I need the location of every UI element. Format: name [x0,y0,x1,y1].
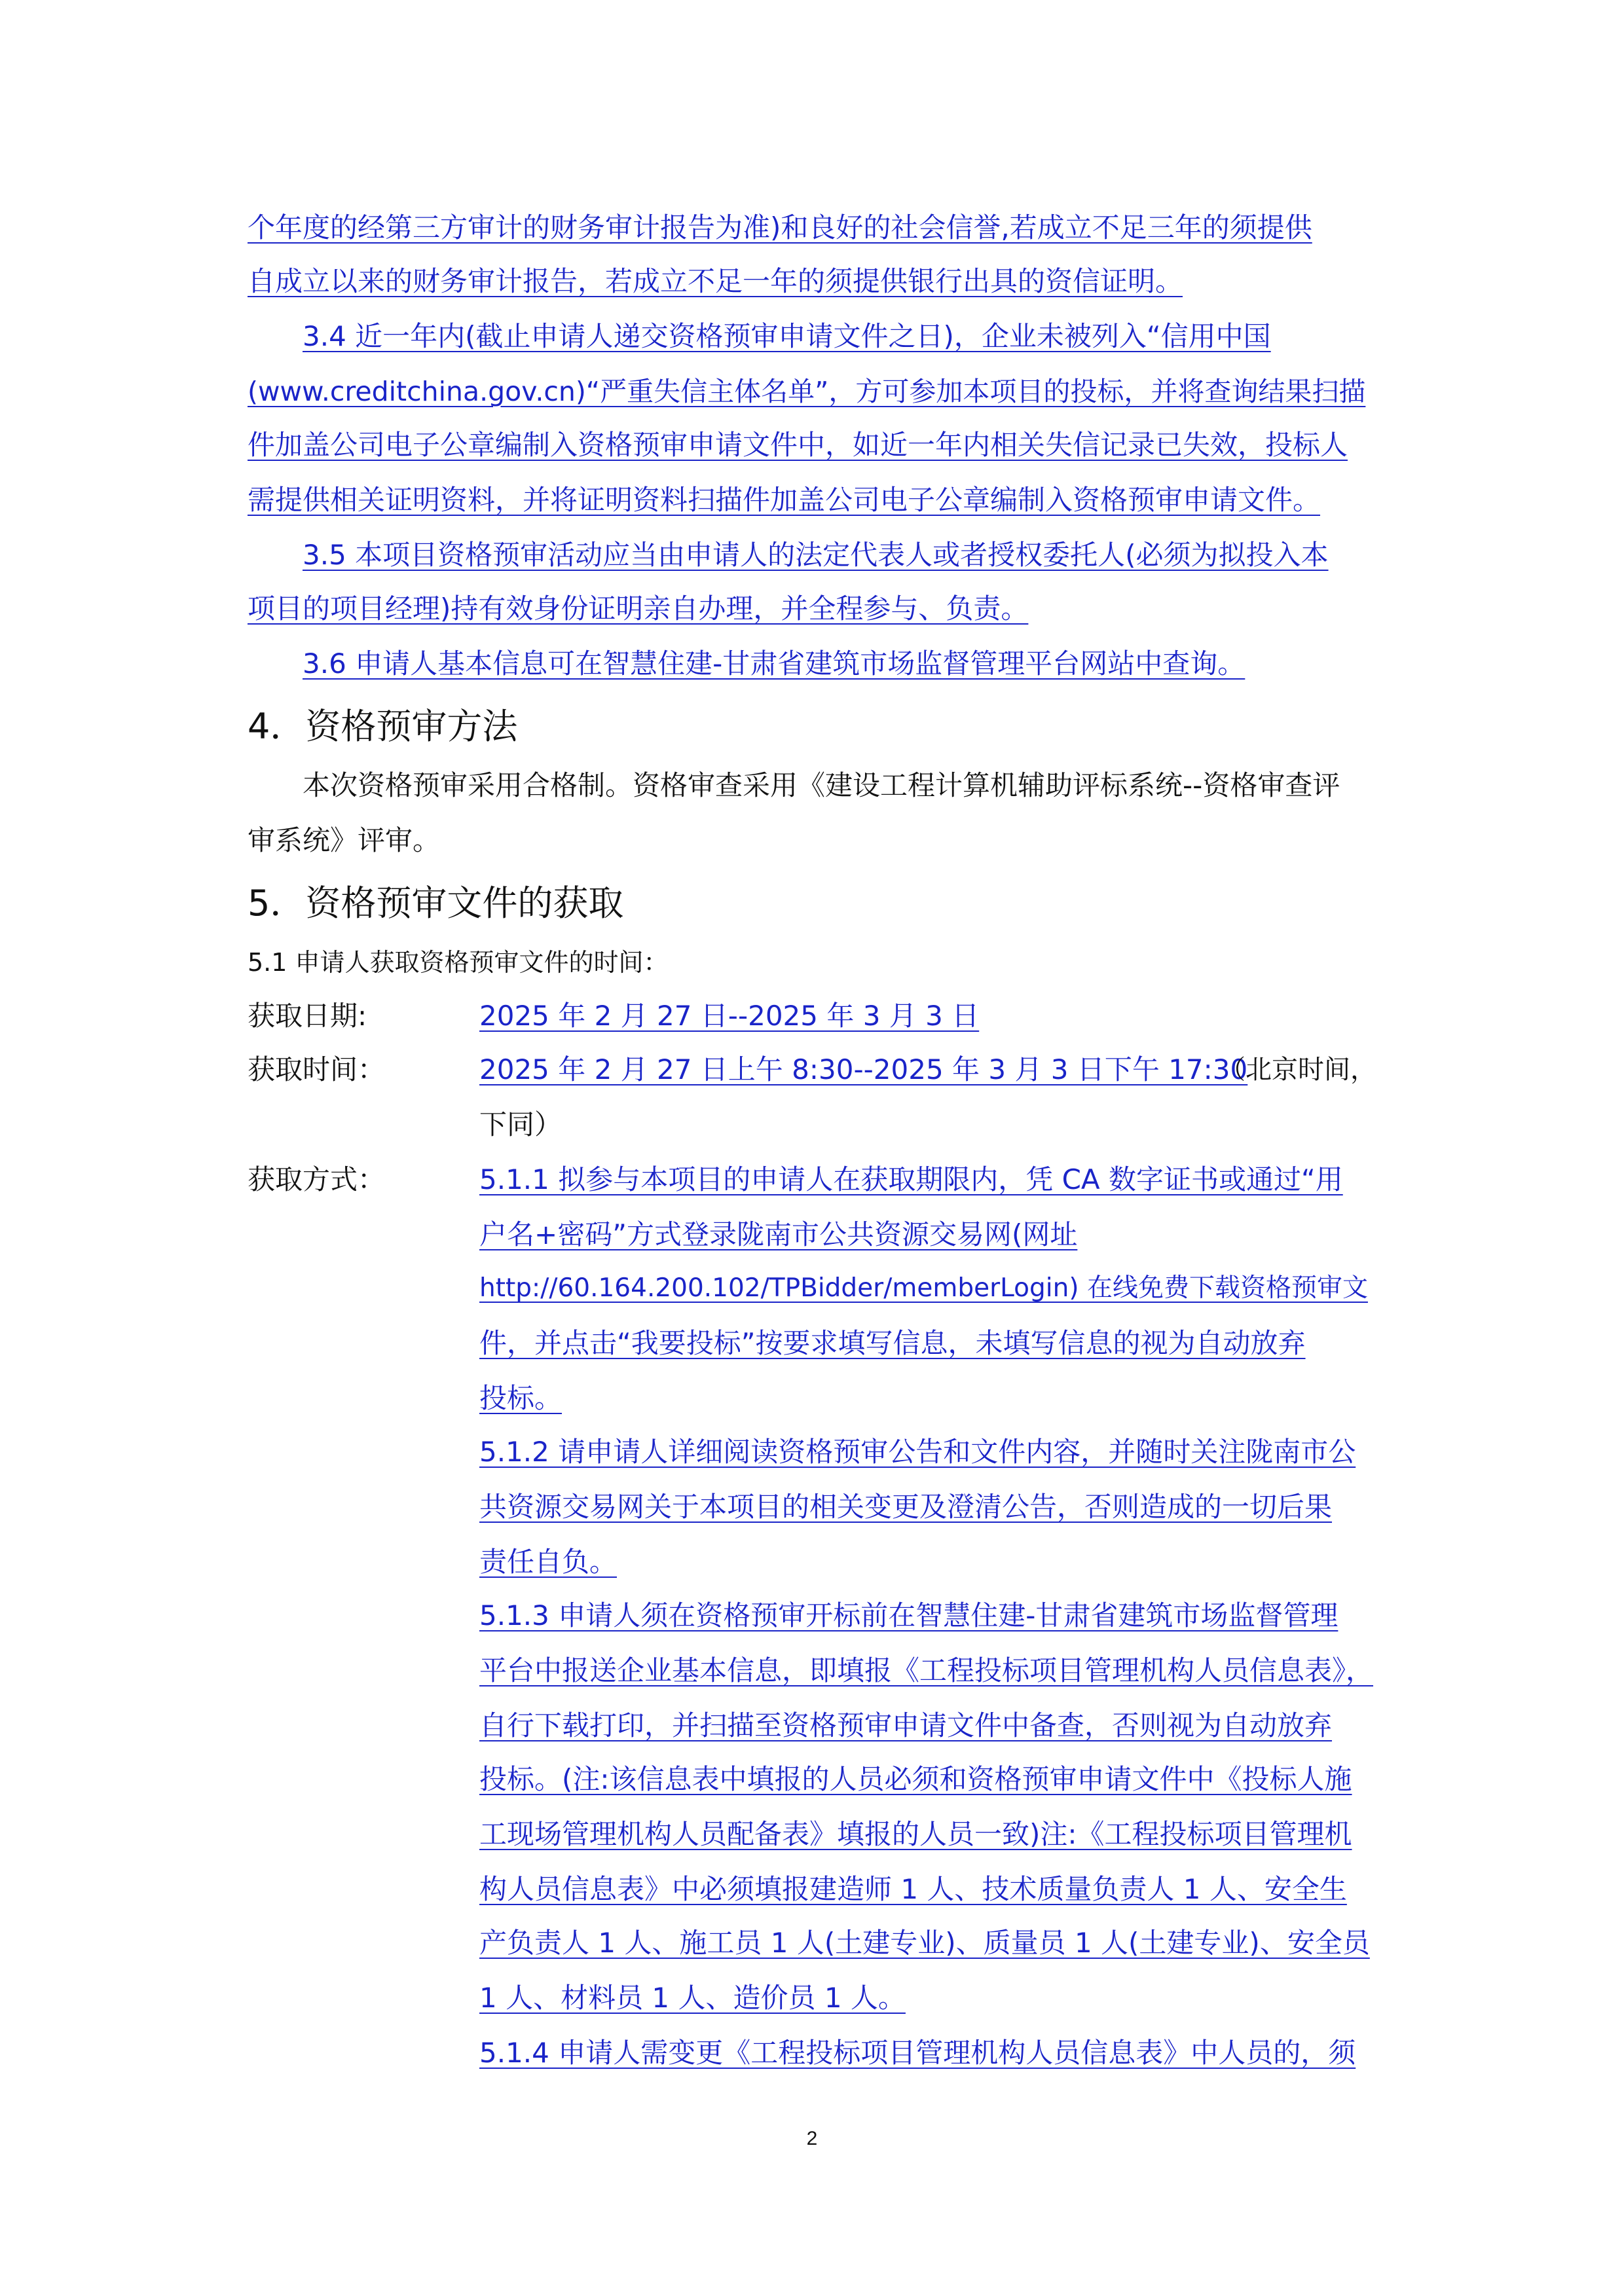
para-line: 投标。 [479,1382,563,1414]
para-line: 需提供相关证明资料，并将证明资料扫描件加盖公司电子公章编制入资格预审申请文件。 [248,484,1321,516]
subsection-5-1: 5.1 申请人获取资格预审文件的时间： [248,948,669,977]
clause-5-1-1: 5.1.1 拟参与本项目的申请人在获取期限内，凭 CA 数字证书或通过“用 [479,1163,1343,1195]
para-line: 平台中报送企业基本信息，即填报《工程投标项目管理机构人员信息表》， [479,1654,1374,1686]
section-4-heading: 4．资格预审方法 [248,706,518,747]
clause-5-1-4: 5.1.4 申请人需变更《工程投标项目管理机构人员信息表》中人员的，须 [479,2037,1356,2069]
para-line: 项目的项目经理)持有效身份证明亲自办理，并全程参与、负责。 [248,592,1029,625]
clause-3-5: 3.5 本项目资格预审活动应当由申请人的法定代表人或者授权委托人(必须为拟投入本 [303,539,1329,571]
time-value: 2025 年 2 月 27 日上午 8:30--2025 年 3 月 3 日下午 17:30 [479,1053,1248,1085]
para-line: 共资源交易网关于本项目的相关变更及澄清公告，否则造成的一切后果 [479,1491,1333,1523]
section-4-text: 本次资格预审采用合格制。资格审查采用《建设工程计算机辅助评标系统--资格审查评 [303,769,1340,801]
clause-5-1-2: 5.1.2 请申请人详细阅读资格预审公告和文件内容，并随时关注陇南市公 [479,1436,1356,1468]
page-number: 2 [806,2128,818,2149]
time-note: （北京时间， [1219,1055,1376,1085]
para-line: 件加盖公司电子公章编制入资格预审申请文件中，如近一年内相关失信记录已失效，投标人 [248,429,1348,461]
para-line: 自行下载打印，并扫描至资格预审申请文件中备查，否则视为自动放弃 [479,1709,1333,1741]
para-line: 户名+密码”方式登录陇南市公共资源交易网(网址 [479,1218,1078,1250]
section-4-text: 审系统》评审。 [248,824,441,856]
para-line: 件，并点击“我要投标”按要求填写信息，未填写信息的视为自动放弃 [479,1327,1306,1359]
login-url-link[interactable]: http://60.164.200.102/TPBidder/memberLogin) 在线免费下载资格预审文 [479,1273,1368,1303]
clause-3-4: 3.4 近一年内(截止申请人递交资格预审申请文件之日)，企业未被列入“信用中国 [303,320,1271,352]
para-line: 构人员信息表》中必须填报建造师 1 人、技术质量负责人 1 人、安全生 [479,1873,1347,1905]
method-label: 获取方式： [248,1163,386,1195]
date-value: 2025 年 2 月 27 日--2025 年 3 月 3 日 [479,1000,980,1032]
para-line: 投标。(注:该信息表中填报的人员必须和资格预审申请文件中《投标人施 [479,1763,1352,1795]
para-line: 1 人、材料员 1 人、造价员 1 人。 [479,1982,906,2014]
para-line: (www.creditchina.gov.cn)“严重失信主体名单”，方可参加本项目的投标，并将查询结果扫描 [248,376,1366,407]
para-line: 责任自负。 [479,1546,618,1578]
para-line: 产负责人 1 人、施工员 1 人(土建专业)、质量员 1 人(土建专业)、安全员 [479,1927,1370,1959]
clause-3-6: 3.6 申请人基本信息可在智慧住建-甘肃省建筑市场监督管理平台网站中查询。 [303,647,1246,680]
date-label: 获取日期: [248,1000,367,1032]
para-line: 工现场管理机构人员配备表》填报的人员一致)注:《工程投标项目管理机 [479,1818,1352,1850]
para-line: 自成立以来的财务审计报告，若成立不足一年的须提供银行出具的资信证明。 [248,265,1183,297]
clause-5-1-3: 5.1.3 申请人须在资格预审开标前在智慧住建-甘肃省建筑市场监督管理 [479,1599,1338,1631]
time-label: 获取时间： [248,1053,386,1085]
time-note: 下同） [479,1108,563,1140]
section-5-heading: 5．资格预审文件的获取 [248,883,624,924]
para-line: 个年度的经第三方审计的财务审计报告为准)和良好的社会信誉,若成立不足三年的须提供 [248,211,1312,244]
